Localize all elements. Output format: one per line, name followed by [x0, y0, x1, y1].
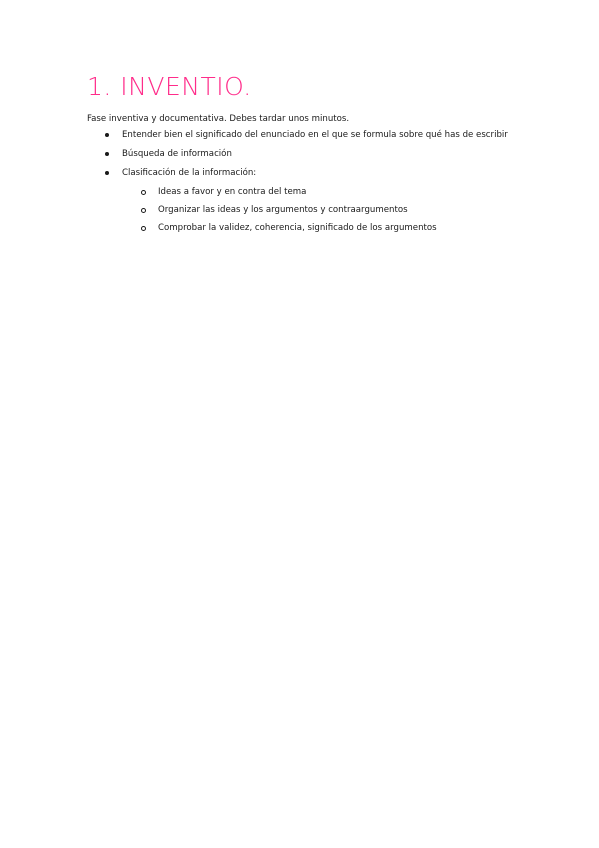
section-heading: 1. INVENTIO. [87, 72, 252, 101]
intro-paragraph: Fase inventiva y documentativa. Debes tardar unos minutos. [87, 114, 350, 124]
list-item [87, 149, 517, 160]
list-item-text: Entender bien el significado del enunciado en el que se formula sobre qué has de escribir [122, 130, 508, 140]
circle-bullet-icon [141, 208, 146, 213]
list-item [87, 168, 517, 234]
sub-list-item-text: Comprobar la validez, coherencia, significado de los argumentos [158, 223, 437, 233]
sub-list-item [122, 223, 517, 234]
list-item-text: Búsqueda de información [122, 149, 232, 159]
list-item [87, 130, 517, 141]
circle-bullet-icon [141, 226, 146, 231]
sub-list-item-text: Organizar las ideas y los argumentos y contraargumentos [158, 205, 408, 215]
bullet-icon [105, 133, 109, 137]
sub-list [122, 187, 517, 234]
sub-list-item [122, 205, 517, 216]
list-item-text: Clasificación de la información: [122, 168, 257, 178]
sub-list-item [122, 187, 517, 198]
sub-list-item-text: Ideas a favor y en contra del tema [158, 187, 307, 197]
circle-bullet-icon [141, 190, 146, 195]
bullet-icon [105, 171, 109, 175]
bullet-icon [105, 152, 109, 156]
bullet-list [87, 130, 517, 242]
